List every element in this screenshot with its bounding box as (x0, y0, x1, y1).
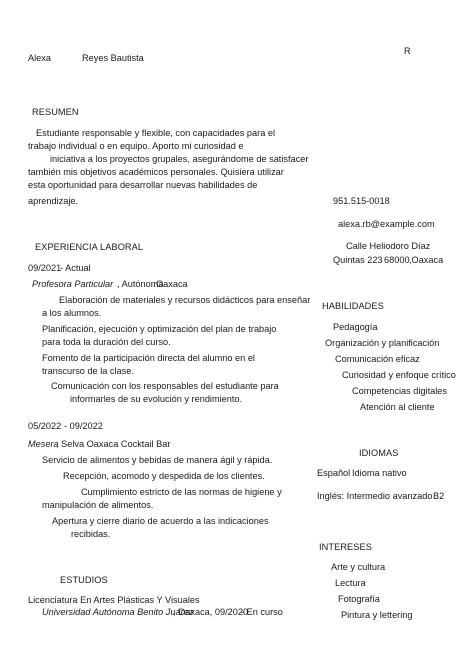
last-name: Reyes Bautista (82, 53, 144, 63)
skill-item: Atención al cliente (360, 402, 435, 412)
job2-bullet-2-line-1: Recepción, acomodo y despedida de los clientes. (63, 471, 265, 481)
education-school: Universidad Autónoma Benito Juárez (42, 607, 194, 617)
education-place-date: , Oaxaca, 09/2020 (173, 607, 249, 617)
summary-line-4: también mis objetivos académicos personales. Quisiera utilizar (28, 167, 284, 177)
education-degree: Licenciatura En Artes Plásticas Y Visuales (28, 595, 200, 605)
job2-bullet-3-line-1: Cumplimiento estricto de las normas de higiene y (81, 487, 282, 497)
job1-bullet-4-line-2: informarles de su evolución y rendimiento. (70, 394, 243, 404)
job1-bullet-3-line-2: transcurso de la clase. (42, 366, 134, 376)
skill-item: Curiosidad y enfoque crítico (342, 370, 456, 380)
job1-bullet-4-line-1: Comunicación con los responsables del estudiante para (51, 381, 279, 391)
education-heading: ESTUDIOS (60, 575, 108, 585)
interest-item: Lectura (335, 578, 366, 588)
job1-bullet-3-line-1: Fomento de la participación directa del alumno en el (42, 353, 255, 363)
contact-zip: 68000 (384, 255, 410, 265)
job1-date-start: 09/2021 (28, 263, 62, 273)
summary-line-1: Estudiante responsable y flexible, con capacidades para el (36, 128, 276, 138)
job1-bullet-1-line-1: Elaboración de materiales y recursos didácticos para enseñar (59, 295, 311, 305)
job2-bullet-3-line-2: manipulación de alimentos. (42, 500, 154, 510)
contact-email: alexa.rb@example.com (338, 219, 435, 229)
job2-date-end: - 09/2022 (64, 421, 103, 431)
skills-heading: HABILIDADES (322, 301, 384, 311)
job2-title: Mesera (28, 439, 59, 449)
job2-bullet-1-line-1: Servicio de alimentos y bebidas de manera ágil y rápida. (42, 455, 273, 465)
contact-phone: 951.515-0018 (333, 196, 390, 206)
contact-colonia: Quintas 223 (333, 255, 383, 265)
summary-line-5: esta oportunidad para desarrollar nuevas habilidades de (28, 180, 258, 190)
interest-item: Pintura y lettering (341, 610, 413, 620)
interest-item: Arte y cultura (331, 562, 386, 572)
job1-title: Profesora Particular (32, 279, 114, 289)
name-initial: R (404, 46, 411, 56)
job1-bullet-2-line-2: para toda la duración del curso. (42, 337, 171, 347)
experience-heading: EXPERIENCIA LABORAL (35, 242, 144, 252)
job1-date-end: - Actual (60, 263, 91, 273)
skill-item: Organización y planificación (325, 338, 440, 348)
language-1-level: Idioma nativo (352, 468, 407, 478)
first-name: Alexa (28, 53, 51, 63)
contact-street: Calle Heliodoro Díaz (346, 241, 431, 251)
skill-item: Pedagogía (333, 322, 378, 332)
job2-bullet-4-line-1: Apertura y cierre diario de acuerdo a las indicaciones (52, 516, 269, 526)
language-2-level: B2 (433, 491, 445, 501)
languages-heading: IDIOMAS (359, 448, 399, 458)
summary-line-6: aprendizaje. (28, 196, 79, 206)
summary-line-2: trabajo individual o en equipo. Aporto mi curiosidad e (28, 141, 244, 151)
language-1-name: Español (317, 468, 351, 478)
skill-item: Comunicación eficaz (335, 354, 420, 364)
job1-place: Oaxaca (156, 279, 188, 289)
language-2-name: Inglés: Intermedio avanzado (317, 491, 433, 501)
job1-place-sep: , Autónoma (117, 279, 164, 289)
interests-heading: INTERESES (319, 542, 372, 552)
job2-place: , Selva Oaxaca Cocktail Bar (56, 439, 171, 449)
summary-line-3: iniciativa a los proyectos grupales, asegurándome de satisfacer (50, 154, 309, 164)
job1-bullet-2-line-1: Planificación, ejecución y optimización del plan de trabajo (42, 324, 277, 334)
summary-heading: RESUMEN (32, 107, 79, 117)
contact-city: ,Oaxaca (409, 255, 444, 265)
job1-bullet-1-line-2: a los alumnos. (42, 308, 102, 318)
skill-item: Competencias digitales (352, 386, 447, 396)
job2-bullet-4-line-2: recibidas. (71, 529, 111, 539)
job2-date-start: 05/2022 (28, 421, 62, 431)
interest-item: Fotografía (338, 594, 380, 604)
education-status: - En curso (241, 607, 283, 617)
